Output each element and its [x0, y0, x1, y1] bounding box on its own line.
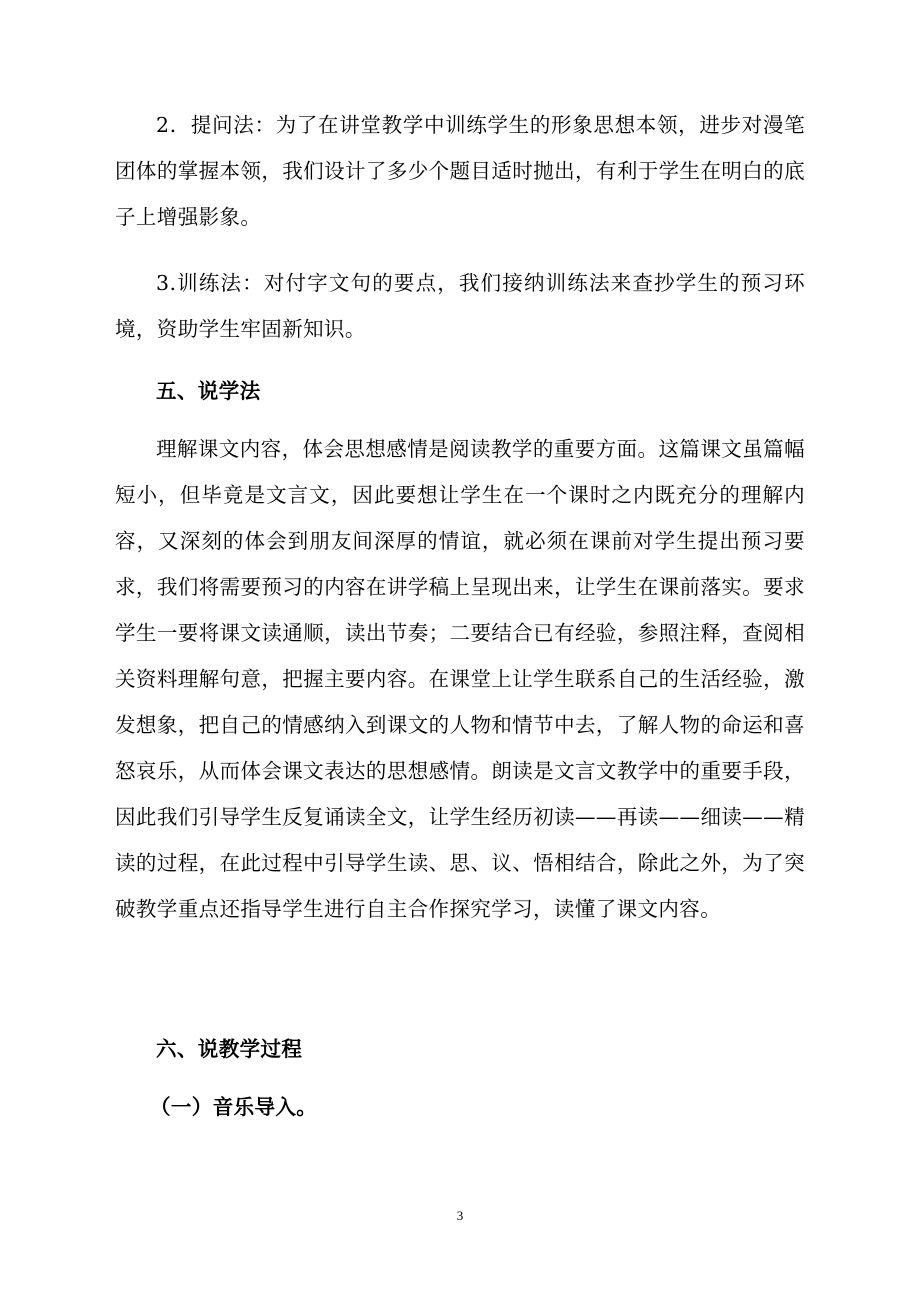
section-heading-teaching-process: 六、说教学过程 — [156, 1037, 303, 1061]
subsection-heading-music-intro: （一）音乐导入。 — [150, 1095, 318, 1119]
paragraph-training-method: 3.训练法：对付字文句的要点，我们接纳训练法来查抄学生的预习环境，资助学生牢固新知识。 — [115, 271, 805, 341]
page-number: 3 — [456, 1208, 464, 1223]
section-heading-study-method: 五、说学法 — [156, 379, 261, 403]
paragraph-study-method: 理解课文内容，体会思想感情是阅读教学的重要方面。这篇课文虽篇幅短小，但毕竟是文言文，因此要想让学生在一个课时之内既充分的理解内容，又深刻的体会到朋友间深厚的情谊，就必须在课前对学生提出预习要求，我们将需要预习的内容在讲学稿上呈现出来，让学生在课前落实。要求学生一要将课文读通顺，读出节奏；二要结合已有经验，参照注释，查阅相关资料理解句意，把握主要内容。在课堂上让学生联系自己的生活经验，激发想象，把自己的情感纳入到课文的人物和情节中去，了解人物的命运和喜怒哀乐，从而体会课文表达的思想感情。朗读是文言文教学中的重要手段，因此我们引导学生反复诵读全文，让学生经历初读——再读——细读——精读的过程，在此过程中引导学生读、思、议、悟相结合，除此之外，为了突破教学重点还指导学生进行自主合作探究学习，读懂了课文内容。 — [115, 437, 805, 921]
paragraph-questioning-method: 2．提问法：为了在讲堂教学中训练学生的形象思想本领，进步对漫笔团体的掌握本领，我们设计了多少个题目适时抛出，有利于学生在明白的底子上增强影象。 — [115, 113, 805, 229]
